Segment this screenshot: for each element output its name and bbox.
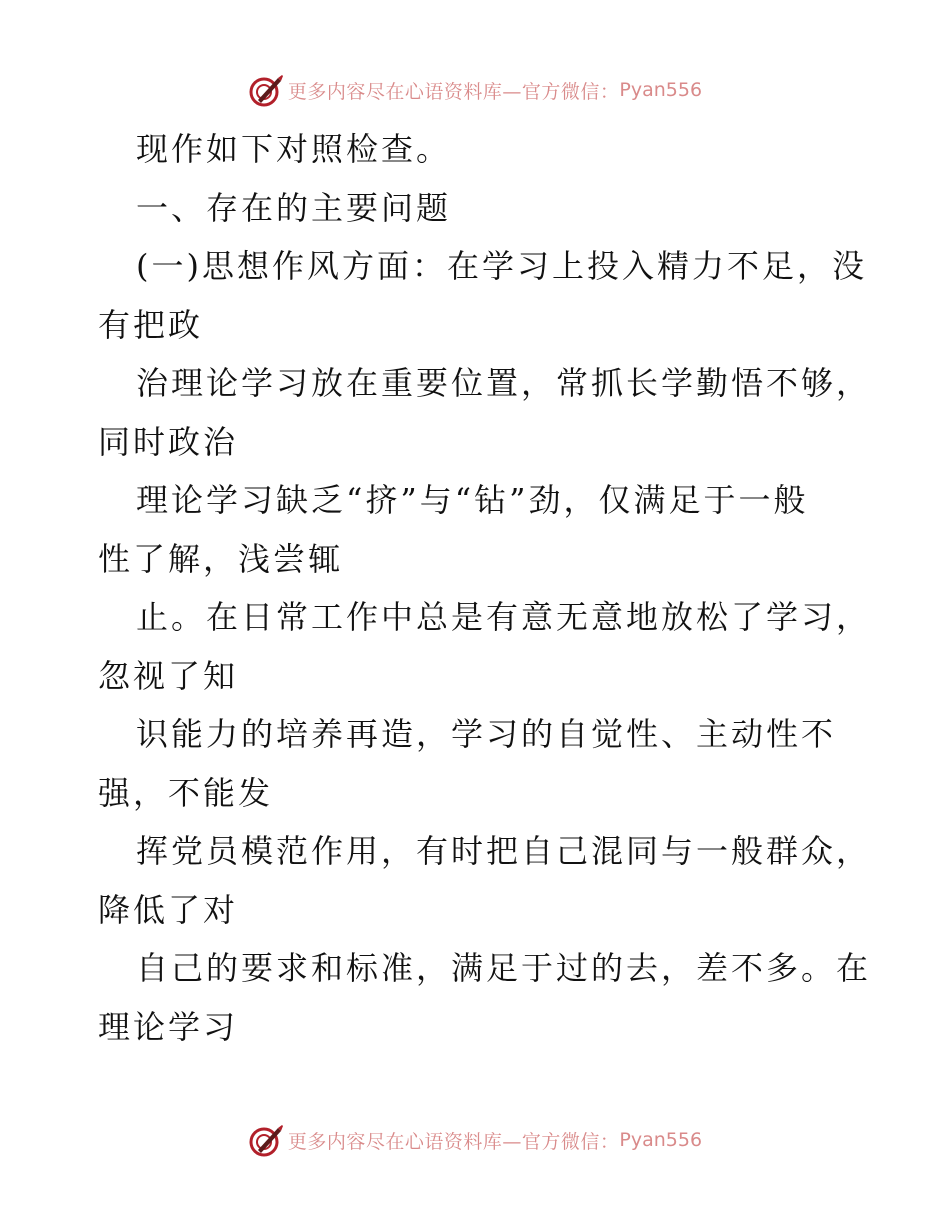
paragraph-line: 同时政治	[98, 422, 239, 461]
header-watermark-banner	[0, 70, 950, 110]
paragraph-line: 自己的要求和标准，满足于过的去，差不多。在	[136, 949, 872, 987]
header-banner-text: 更多内容尽在心语资料库—官方微信：	[287, 80, 620, 103]
footer-watermark-banner	[0, 1120, 950, 1160]
paragraph-line: (一)思想作风方面：在学习上投入精力不足，没	[136, 247, 867, 285]
paragraph-line: 忽视了知	[98, 656, 239, 695]
paragraph-line: 性了解，浅尝辄	[98, 539, 344, 578]
header-banner-id: Pyan556	[619, 79, 703, 101]
paragraph-line: 止。在日常工作中总是有意无意地放松了学习，	[136, 598, 872, 636]
paragraph-line: 理论学习	[98, 1007, 239, 1046]
paragraph-line: 降低了对	[98, 890, 239, 929]
paragraph-line: 现作如下对照检查。	[136, 130, 452, 168]
footer-banner-id: Pyan556	[619, 1129, 703, 1151]
logo-icon	[248, 1122, 284, 1158]
document-body	[98, 120, 872, 1056]
paragraph-line: 理论学习缺乏“挤”与“钻”劲，仅满足于一般	[136, 481, 809, 519]
paragraph-line: 有把政	[98, 305, 204, 344]
paragraph-line: 治理论学习放在重要位置，常抓长学勤悟不够，	[136, 364, 872, 402]
paragraph-line: 识能力的培养再造，学习的自觉性、主动性不	[136, 715, 837, 753]
paragraph-line: 一、存在的主要问题	[136, 188, 452, 227]
paragraph-line: 挥党员模范作用，有时把自己混同与一般群众，	[136, 832, 872, 870]
logo-icon	[248, 72, 284, 108]
paragraph-line: 强，不能发	[98, 773, 274, 812]
footer-banner-text: 更多内容尽在心语资料库—官方微信：	[287, 1130, 620, 1153]
